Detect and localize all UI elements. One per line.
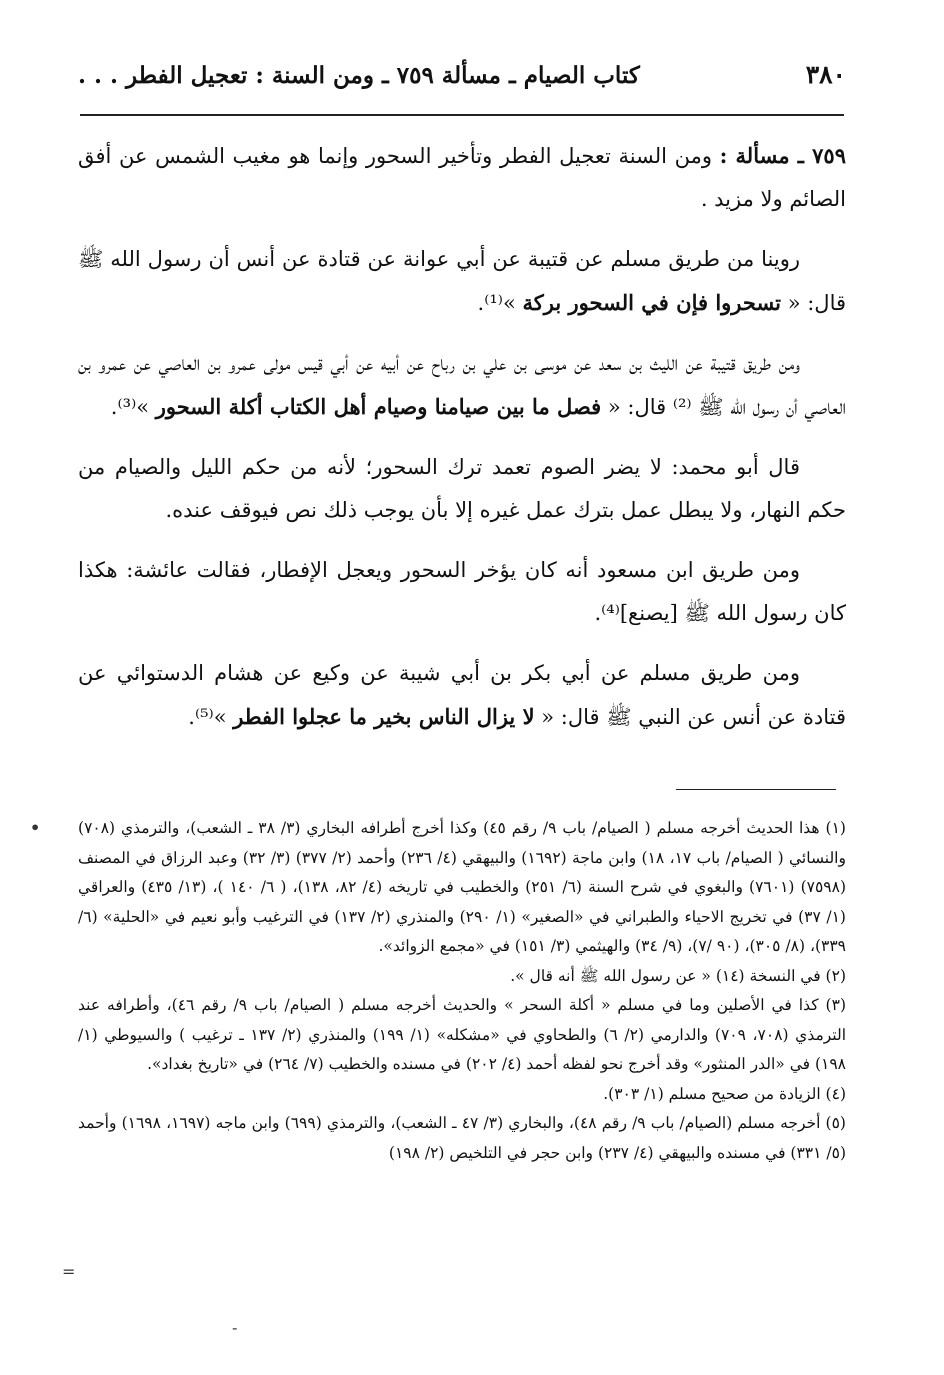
paragraph-3 bbox=[78, 342, 846, 429]
footnote-2: (٢) في النسخة (١٤) « عن رسول الله ﷺ أنه قال ». bbox=[510, 966, 846, 985]
paragraph-3-text: ومن طريق قتيبة عن الليث بن سعد عن موسى بن علي بن رباح عن أبيه عن أبي قيس مولى عمرو بن العاصي عن عمرو بن العاصي أن رسول الله ﷺ ⁽²⁾ قال: « bbox=[78, 351, 846, 419]
margin-mark-equals: = bbox=[62, 1262, 76, 1281]
paragraph-5: ومن طريق ابن مسعود أنه كان يؤخر السحور ويعجل الإفطار، فقالت عائشة: هكذا كان رسول الله ﷺ [يصنع]⁽⁴⁾. bbox=[78, 558, 846, 625]
paragraph-2 bbox=[78, 238, 846, 325]
footnote-1: (١) هذا الحديث أخرجه مسلم ( الصيام/ باب ٩/ رقم ٤٥) وكذا أخرج أطرافه البخاري (٣/ ٣٨ ـ الشعب)، والترمذي (٧٠٨) والنسائي ( الصيام/ باب ١٧، ١٨) وابن ماجة (١٦٩٢) والبيهقي (٤/ ٢٣٦) وأحمد (٢/ ٣٧٧) (٣/ ٣٢) وعبد الرزاق في المصنف (٧٥٩٨) (٧٦٠١) والبغوي في شرح السنة (٦/ ٢٥١) والخطيب في تاريخه (٤/ ٨٢، ١٣٨)، ( ٦/ ١٤٠ )، (١٣/ ٤٣٥) والعراقي (١/ ٣٧) في تخريج الاحياء والطبراني في «الصغير» (١/ ٢٩٠) والمنذري (٢/ ١٣٧) في الترغيب وأبو نعيم في «الحلية» (٦/ ٣٣٩)، (٨/ ٣٠٥)، (٩٠ /٧)، (٩/ ٣٤) والهيثمي (٣/ ١٥١) في «مجمع الزوائد». bbox=[78, 819, 847, 955]
main-text bbox=[78, 134, 846, 756]
paragraph-6-end: »⁽⁵⁾. bbox=[188, 705, 234, 729]
issue-number: ٧٥٩ ـ مسألة : bbox=[719, 143, 846, 168]
footnote-4: (٤) الزيادة من صحيح مسلم (١/ ٣٠٣). bbox=[603, 1084, 846, 1103]
paragraph-4: قال أبو محمد: لا يضر الصوم تعمد ترك السحور؛ لأنه من حكم الليل والصيام من حكم النهار، ولا يبطل عمل بترك عمل غيره إلا بأن يوجب ذلك نص فيوقف عنده. bbox=[78, 455, 846, 522]
header-rule bbox=[80, 114, 844, 116]
footnote-3: (٣) كذا في الأصلين وما في مسلم « أكلة السحر » والحديث أخرجه مسلم ( الصيام/ باب ٩/ رقم ٤٦)، وأطرافه عند الترمذي (٧٠٨، ٧٠٩) والدارمي (٢/ ٦) والطحاوي في «مشكله» (١/ ١٩٩) والمنذري (٢/ ١٣٧ ـ ترغيب ) والسيوطي (١/ ١٩٨) في «الدر المنثور» وقد أخرج نحو لفظه أحمد (٤/ ٢٠٢) في مسنده والخطيب (٧/ ٢٦٤) في «تاريخ بغداد». bbox=[78, 996, 847, 1073]
hadith-quote-3: لا يزال الناس بخير ما عجلوا الفطر bbox=[233, 704, 535, 729]
margin-dot: • bbox=[30, 818, 41, 837]
page-number: ٣٨٠ bbox=[805, 60, 846, 89]
paragraph-3-end: »⁽³⁾. bbox=[110, 395, 156, 419]
issue-paragraph bbox=[78, 134, 846, 221]
paragraph-6 bbox=[78, 652, 846, 739]
page-header bbox=[78, 60, 846, 110]
running-title: كتاب الصيام ـ مسألة ٧٥٩ ـ ومن السنة : تعجيل الفطر . . . bbox=[78, 62, 640, 89]
margin-mark-dash: - bbox=[232, 1318, 238, 1337]
paragraph-2-end: »⁽¹⁾. bbox=[477, 291, 523, 315]
paragraph-2-text: روينا من طريق مسلم عن قتيبة عن أبي عوانة عن قتادة عن أنس أن رسول الله ﷺ قال: « bbox=[78, 247, 846, 315]
paragraph-6-text: ومن طريق مسلم عن أبي بكر بن أبي شيبة عن وكيع عن هشام الدستوائي عن قتادة عن أنس عن النبي ﷺ قال: « bbox=[78, 661, 846, 729]
issue-text: ومن السنة تعجيل الفطر وتأخير السحور وإنما هو مغيب الشمس عن أفق الصائم ولا مزيد . bbox=[78, 144, 846, 211]
footnote-rule bbox=[676, 789, 836, 790]
footnotes bbox=[78, 814, 846, 1168]
hadith-quote-2: فصل ما بين صيامنا وصيام أهل الكتاب أكلة السحور bbox=[155, 394, 602, 419]
hadith-quote-1: تسحروا فإن في السحور بركة bbox=[522, 290, 782, 315]
footnote-5: (٥) أخرجه مسلم (الصيام/ باب ٩/ رقم ٤٨)، والبخاري (٣/ ٤٧ ـ الشعب)، والترمذي (٦٩٩) وابن ماجه (١٦٩٧، ١٦٩٨) وأحمد (٥/ ٣٣١) في مسنده والبيهقي (٤/ ٢٣٧) وابن حجر في التلخيص (٢/ ١٩٨) bbox=[78, 1114, 846, 1162]
